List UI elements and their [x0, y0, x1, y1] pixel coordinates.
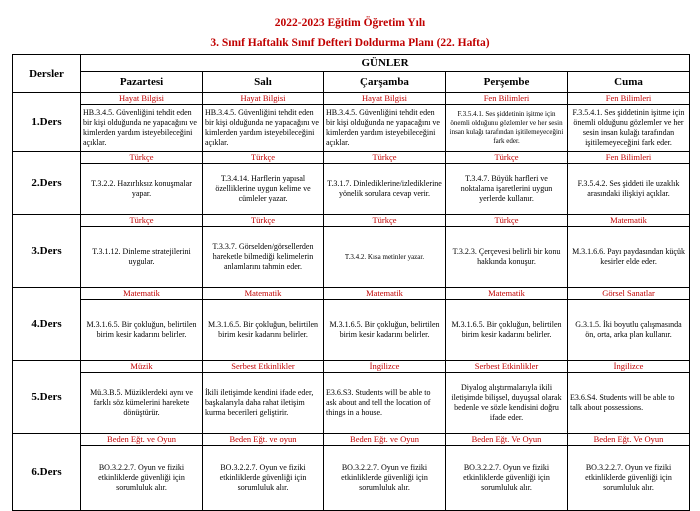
objective-text: M.3.1.6.6. Payı paydasından küçük kesirler elde eder.: [572, 247, 685, 266]
lesson-cell: [446, 434, 568, 511]
objective-text: M.3.1.6.5. Bir çokluğun, belirtilen birim kesir kadarını belirler.: [451, 320, 562, 339]
day-header-carsamba: Çarşamba: [324, 72, 446, 93]
objective-text: BO.3.2.2.7. Oyun ve fiziki etkinliklerde güvenliği için sorumluluk alır.: [219, 463, 307, 492]
document-title: 2022-2023 Eğitim Öğretim Yılı: [274, 17, 426, 29]
objective-text: BO.3.2.2.7. Oyun ve fiziki etkinliklerde güvenliği için sorumluluk alır.: [341, 463, 428, 492]
lesson-cell: [203, 361, 324, 434]
objective-text: G.3.1.5. İki boyutlu çalışmasında ön, orta, arka plan kullanır.: [575, 320, 682, 339]
subject-label: Beden Eğt. ve oyun: [203, 434, 323, 446]
lesson-cell: [81, 93, 203, 152]
objective-text: BO.3.2.2.7. Oyun ve fiziki etkinliklerde güvenliği için sorumluluk alır.: [463, 463, 550, 492]
lesson-label: 5.Ders: [13, 361, 81, 434]
subject-label: Hayat Bilgisi: [203, 93, 323, 105]
subject-label: Fen Bilimleri: [446, 93, 567, 105]
subject-label: Matematik: [203, 288, 323, 300]
objective-text: HB.3.4.5. Güvenliğini tehdit eden bir kişi olduğunda ne yapacağını ve kimlerden yardım isteyebileceğini açıklar.: [326, 108, 440, 147]
objective-text: BO.3.2.2.7. Oyun ve fiziki etkinliklerde güvenliği için sorumluluk alır.: [98, 463, 185, 492]
lesson-row-4: [13, 288, 690, 361]
lesson-cell: [81, 152, 203, 215]
lesson-cell: [81, 288, 203, 361]
objective-text: T.3.1.12. Dinleme stratejilerini uygular.: [92, 247, 191, 266]
subject-label: Beden Eğt. Ve Oyun: [568, 434, 689, 446]
subject-label: Matematik: [324, 288, 445, 300]
lesson-cell: [324, 434, 446, 511]
lesson-cell: [568, 434, 690, 511]
objective-text: İkili iletişimde kendini ifade eder, başkalarıyla daha rahat iletişim kurma becerileri geliştirir.: [205, 388, 314, 417]
document-subtitle: 3. Sınıf Haftalık Sınıf Defteri Doldurma Planı (22. Hafta): [210, 37, 490, 49]
subject-label: Türkçe: [81, 215, 202, 227]
objective-text: T.3.3.7. Görselden/görsellerden hareketle bilmediği kelimelerin anlamlarını tahmin eder.: [212, 242, 314, 271]
subject-label: Fen Bilimleri: [568, 93, 689, 105]
lesson-row-3: [13, 215, 690, 288]
lesson-cell: [203, 434, 324, 511]
subject-label: Fen Bilimleri: [568, 152, 689, 164]
lesson-cell: [203, 288, 324, 361]
subject-label: Serbest Etkinlikler: [446, 361, 567, 373]
lesson-cell: [446, 215, 568, 288]
objective-text: T.3.4.14. Harflerin yapısal özelliklerine uygun kelime ve cümleler yazar.: [215, 174, 311, 203]
lesson-cell: [324, 361, 446, 434]
subject-label: Müzik: [81, 361, 202, 373]
subject-label: Türkçe: [203, 152, 323, 164]
lesson-label: 1.Ders: [13, 93, 81, 152]
subject-label: Türkçe: [446, 215, 567, 227]
lesson-label: 4.Ders: [13, 288, 81, 361]
subject-label: Türkçe: [203, 215, 323, 227]
objective-text: F.3.5.4.2. Ses şiddeti ile uzaklık arasındaki ilişkiyi açıklar.: [577, 179, 680, 198]
lesson-label: 2.Ders: [13, 152, 81, 215]
lesson-cell: [446, 361, 568, 434]
lesson-cell: [324, 288, 446, 361]
objective-text: E3.6.S3. Students will be able to ask about and tell the location of things in a house.: [326, 388, 431, 417]
objective-text: Mü.3.B.5. Müziklerdeki aynı ve farklı söz kümelerini harekete dönüştürür.: [90, 388, 193, 417]
lesson-cell: [81, 434, 203, 511]
objective-text: M.3.1.6.5. Bir çokluğun, belirtilen birim kesir kadarını belirler.: [329, 320, 440, 339]
lesson-cell: [568, 152, 690, 215]
objective-text: F.3.5.4.1. Ses şiddetinin işitme için önemli olduğunu gözlemler ve her sesin insan kulağı tarafından işitilemeyeceğini fark eder.: [572, 108, 685, 147]
subject-label: Serbest Etkinlikler: [203, 361, 323, 373]
day-header-cuma: Cuma: [568, 72, 690, 93]
subject-label: Türkçe: [324, 152, 445, 164]
gunler-header: GÜNLER: [81, 55, 690, 72]
lesson-cell: [568, 361, 690, 434]
objective-text: T.3.2.2. Hazırlıksız konuşmalar yapar.: [91, 179, 192, 198]
subject-label: İngilizce: [568, 361, 689, 373]
lesson-cell: [568, 93, 690, 152]
lesson-cell: [324, 93, 446, 152]
lesson-row-6: [13, 434, 690, 511]
lesson-cell: [203, 152, 324, 215]
day-header-pazartesi: Pazartesi: [81, 72, 203, 93]
day-header-persembe: Perşembe: [446, 72, 568, 93]
lesson-row-2: [13, 152, 690, 215]
subject-label: Beden Eğt. ve Oyun: [324, 434, 445, 446]
weekly-plan-table: [12, 54, 690, 511]
subject-label: Matematik: [446, 288, 567, 300]
objective-text: BO.3.2.2.7. Oyun ve fiziki etkinliklerde güvenliği için sorumluluk alır.: [585, 463, 672, 492]
subject-label: Hayat Bilgisi: [81, 93, 202, 105]
subject-label: Beden Eğt. ve Oyun: [81, 434, 202, 446]
lesson-label: 3.Ders: [13, 215, 81, 288]
subject-label: Hayat Bilgisi: [324, 93, 445, 105]
lesson-cell: [203, 93, 324, 152]
lesson-cell: [446, 288, 568, 361]
lesson-cell: [324, 152, 446, 215]
lesson-label: 6.Ders: [13, 434, 81, 511]
objective-text: M.3.1.6.5. Bir çokluğun, belirtilen birim kesir kadarını belirler.: [86, 320, 197, 339]
objective-text: Diyalog alıştırmalarıyla ikili iletişimde bilişsel, duyuşsal olarak bedenle ve sözle kendisini doğru ifade eder.: [451, 383, 562, 422]
objective-text: T.3.4.7. Büyük harfleri ve noktalama işaretlerini uygun yerlerde kullanır.: [460, 174, 553, 203]
subject-label: Türkçe: [81, 152, 202, 164]
lesson-cell: [446, 93, 568, 152]
objective-text: T.3.2.3. Çerçevesi belirli bir konu hakkında konuşur.: [452, 247, 561, 266]
objective-text: HB.3.4.5. Güvenliğini tehdit eden bir kişi olduğunda ne yapacağını ve kimlerden yardım isteyebileceğini açıklar.: [205, 108, 319, 147]
objective-text: HB.3.4.5. Güvenliğini tehdit eden bir kişi olduğunda ne yapacağını ve kimlerden yardım isteyebileceğini açıklar.: [83, 108, 197, 147]
lesson-cell: [81, 215, 203, 288]
lesson-row-1: [13, 93, 690, 152]
subject-label: Matematik: [568, 215, 689, 227]
subject-label: Matematik: [81, 288, 202, 300]
subject-label: Türkçe: [446, 152, 567, 164]
lesson-cell: [568, 288, 690, 361]
objective-text: T.3.1.7. Dinlediklerine/izlediklerine yönelik sorulara cevap verir.: [327, 179, 442, 198]
lesson-row-5: [13, 361, 690, 434]
lesson-cell: [81, 361, 203, 434]
subject-label: Görsel Sanatlar: [568, 288, 689, 300]
subject-label: Türkçe: [324, 215, 445, 227]
lesson-cell: [568, 215, 690, 288]
dersler-header: Dersler: [13, 55, 81, 93]
objective-text: T.3.4.2. Kısa metinler yazar.: [344, 252, 425, 261]
day-header-sali: Salı: [203, 72, 324, 93]
lesson-cell: [203, 215, 324, 288]
lesson-cell: [324, 215, 446, 288]
subject-label: Beden Eğt. Ve Oyun: [446, 434, 567, 446]
objective-text: E3.6.S4. Students will be able to talk about possessions.: [570, 393, 675, 412]
objective-text: M.3.1.6.5. Bir çokluğun, belirtilen birim kesir kadarını belirler.: [208, 320, 318, 339]
objective-text: F.3.5.4.1. Ses şiddetinin işitme için önemli olduğunu gözlemler ve her sesin insan kulağı tarafından işitilemeyeceğini fark eder.: [449, 110, 564, 145]
subject-label: İngilizce: [324, 361, 445, 373]
lesson-cell: [446, 152, 568, 215]
